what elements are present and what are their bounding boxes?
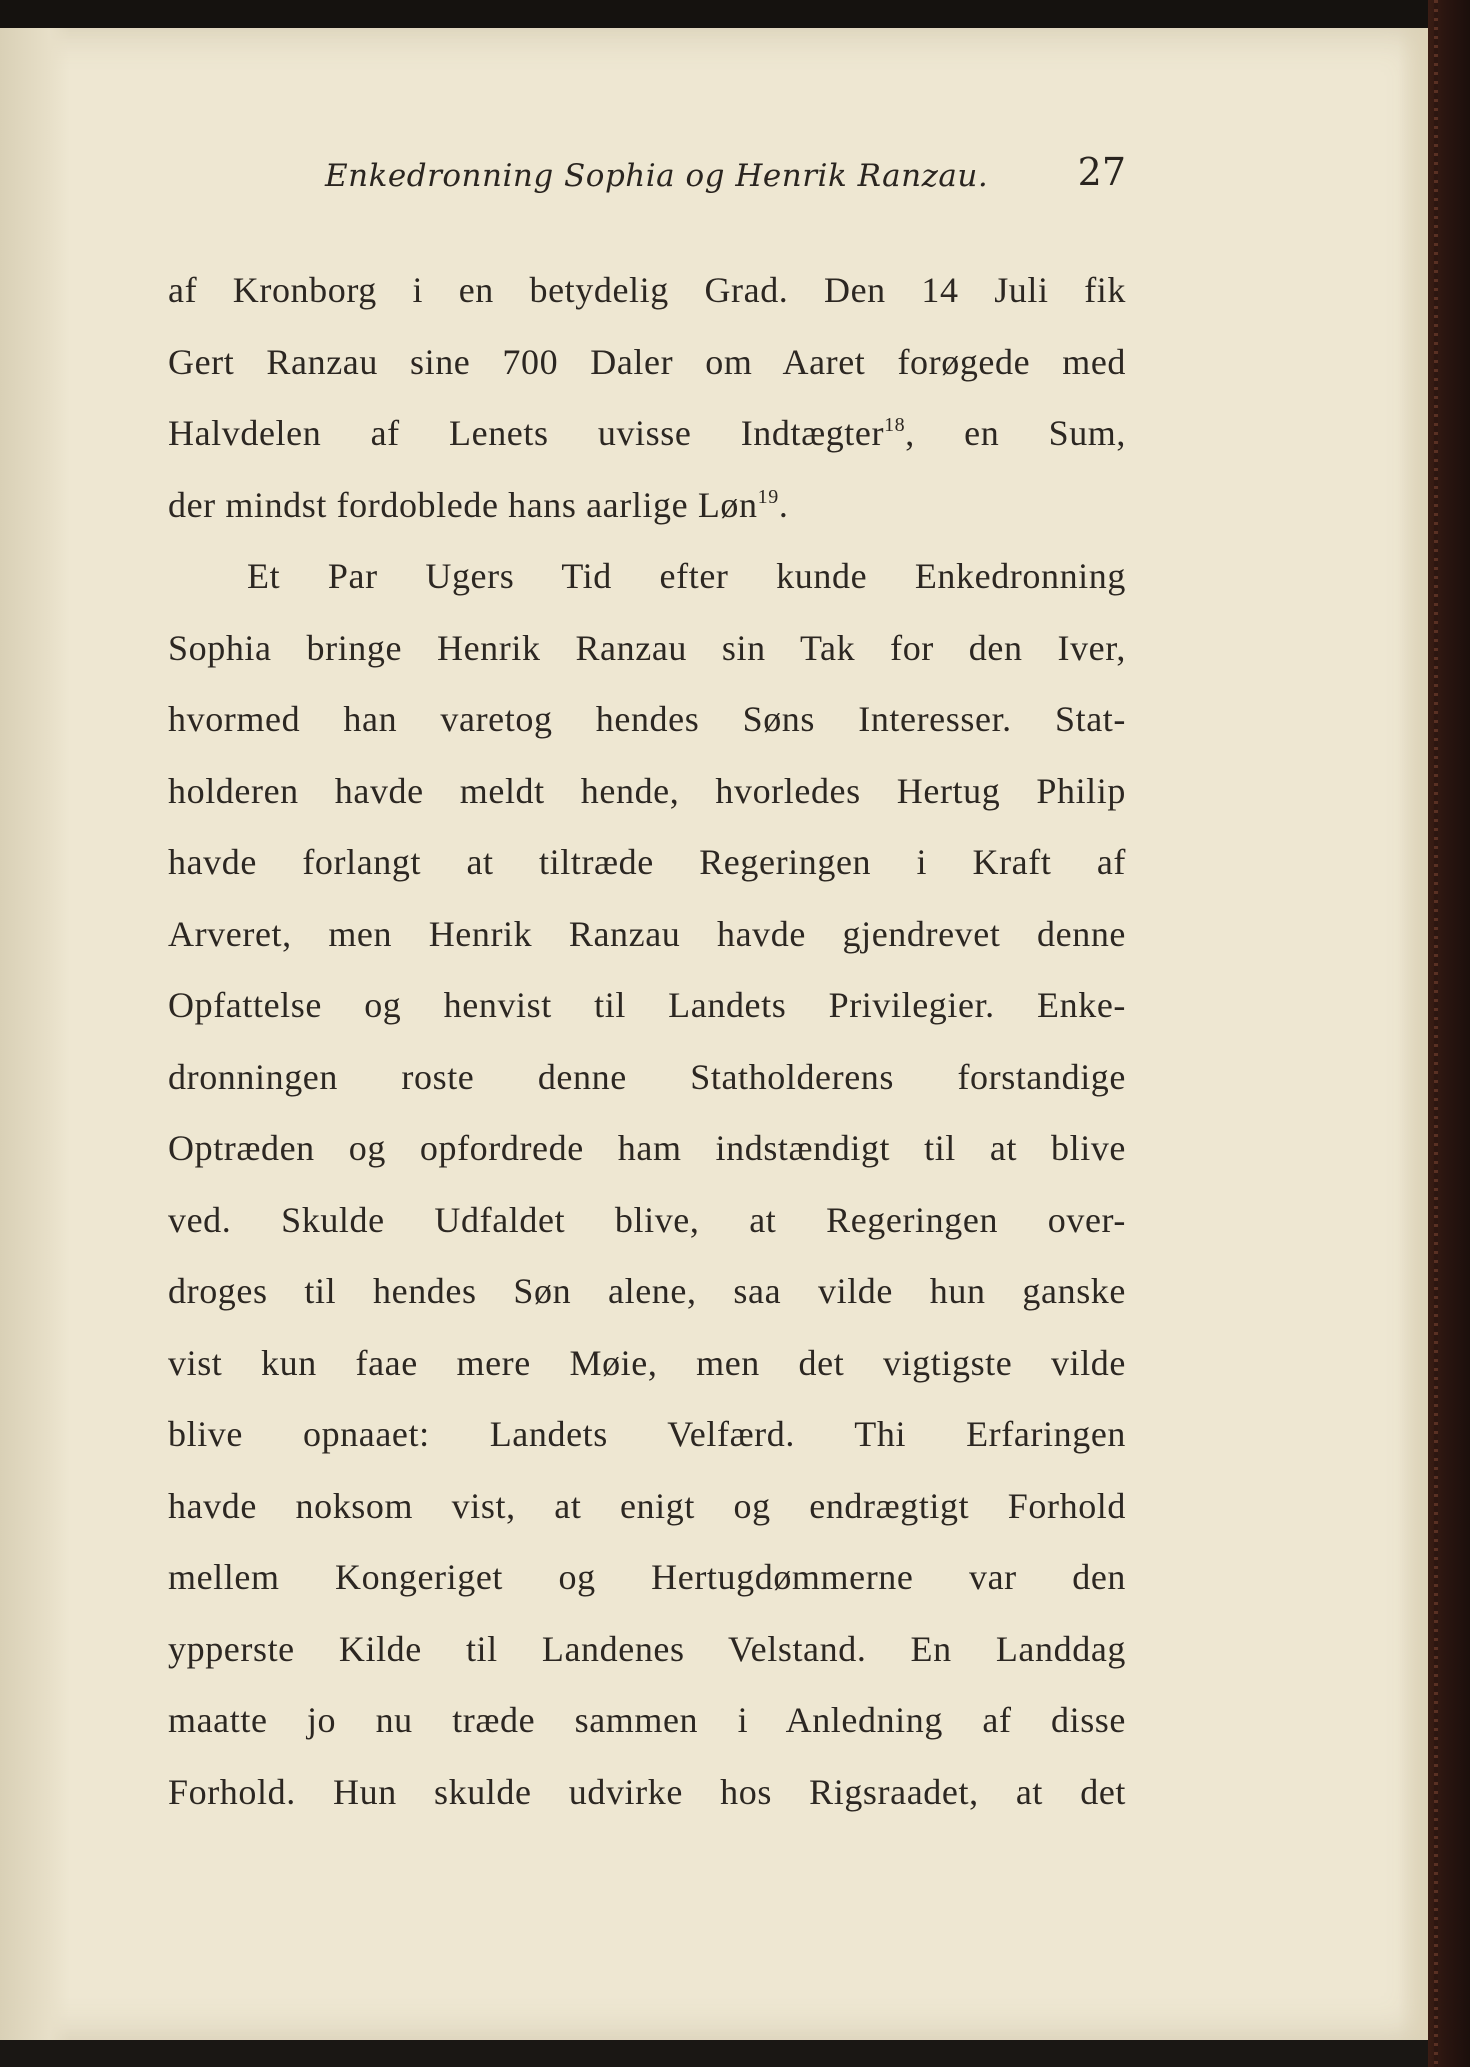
book-binding-edge [1428,0,1470,2067]
page-sheet [0,28,1428,2040]
text-line: Arveret, men Henrik Ranzau havde gjendrevet denne [168,913,1126,954]
text-line: af Kronborg i en betydelig Grad. Den 14 Juli fik [168,270,1126,310]
text-segment: , en Sum, [905,413,1126,453]
text-line: Opfattelse og henvist til Landets Privilegier. Enke- [168,985,1126,1025]
text-segment: Halvdelen af Lenets uvisse Indtægter [168,413,885,453]
text-line: ved. Skulde Udfaldet blive, at Regeringen over- [168,1199,1126,1240]
text-line: hvormed han varetog hendes Søns Interesser. Stat- [168,699,1126,739]
text-line: droges til hendes Søn alene, saa vilde hun ganske [168,1271,1126,1311]
text-line: blive opnaaet: Landets Velfærd. Thi Erfaringen [168,1414,1126,1454]
page-gutter-shadow [0,28,70,2040]
text-line: ypperste Kilde til Landenes Velstand. En Landdag [168,1628,1126,1669]
scan-top-edge [0,0,1470,30]
text-segment: . [778,484,789,525]
text-line: Gert Ranzau sine 700 Daler om Aaret forøgede med [168,341,1126,382]
text-line: vist kun faae mere Møie, men det vigtigste vilde [168,1342,1126,1383]
footnote-ref: 18 [884,414,906,436]
text-line: Et Par Ugers Tid efter kunde Enkedronning [247,556,1126,596]
text-line: holderen havde meldt hende, hvorledes Hertug Philip [168,770,1126,811]
text-line: dronningen roste denne Statholderens forstandige [168,1056,1126,1097]
text-line: mellem Kongeriget og Hertugdømmerne var den [168,1557,1126,1597]
running-head [168,138,1126,198]
text-line: Sophia bringe Henrik Ranzau sin Tak for den Iver, [168,627,1126,668]
text-line: maatte jo nu træde sammen i Anledning af disse [168,1700,1126,1740]
body-text [168,255,1126,1828]
footnote-ref: 19 [757,485,779,508]
page-edge-shadow [1398,28,1428,2040]
text-segment: der mindst fordoblede hans aarlige Løn [168,484,758,525]
text-line: havde noksom vist, at enigt og endrægtigt Forhold [168,1485,1126,1526]
text-line [168,470,1126,542]
text-line: Optræden og opfordrede ham indstændigt til at blive [168,1128,1126,1168]
text-line: Forhold. Hun skulde udvirke hos Rigsraadet, at det [168,1771,1126,1812]
running-title: Enkedronning Sophia og Henrik Ranzau. [325,158,989,194]
text-line: havde forlangt at tiltræde Regeringen i Kraft af [168,842,1126,882]
page-number: 27 [1077,150,1126,194]
text-line [168,398,1126,470]
